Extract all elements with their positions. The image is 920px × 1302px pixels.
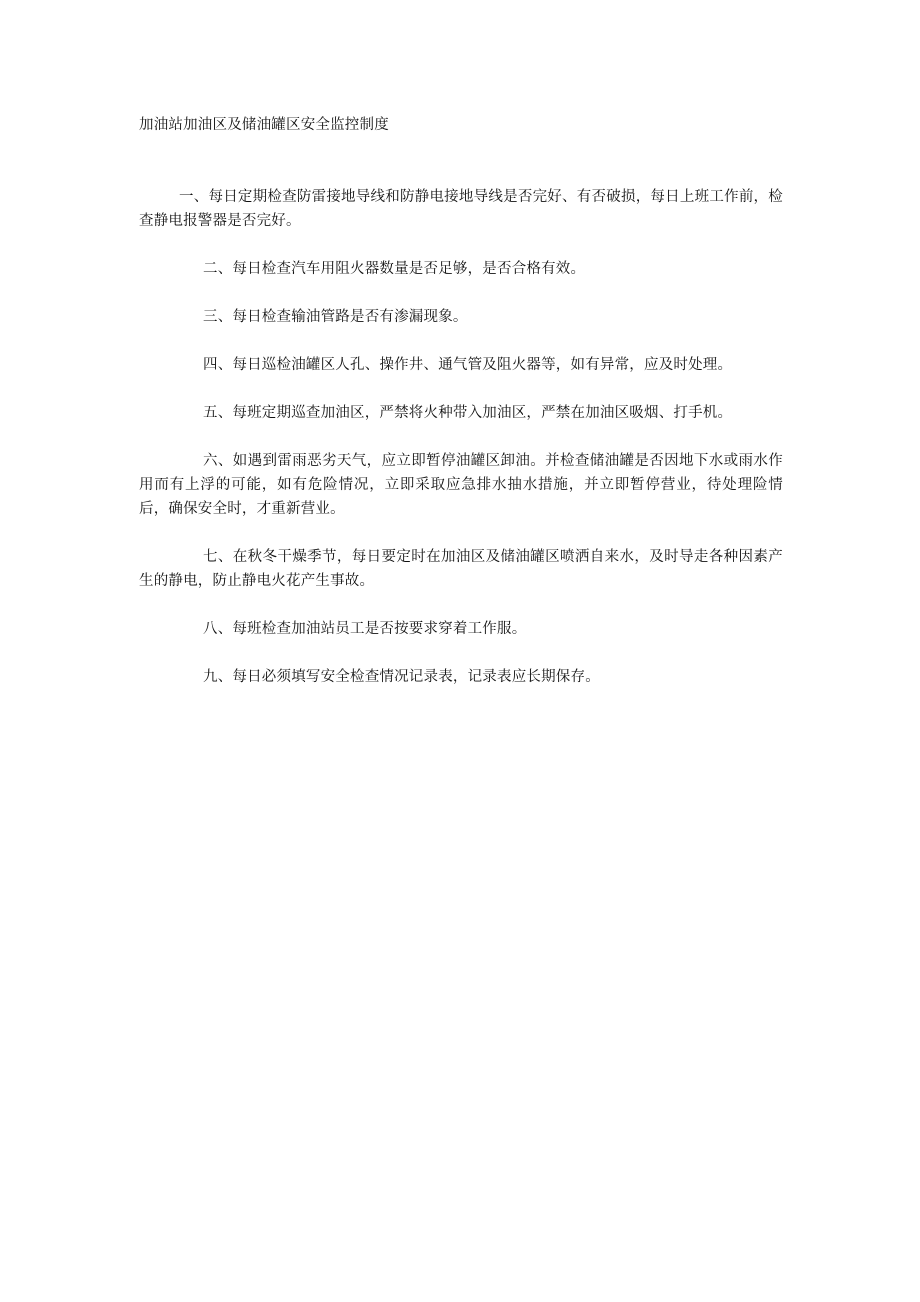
paragraph-8: 八、每班检查加油站员工是否按要求穿着工作服。 (203, 621, 527, 637)
paragraph-6: 六、如遇到雷雨恶劣天气，应立即暂停油罐区卸油。并检查储油罐是否因地下水或雨水作用而有上浮的可能，如有危险情况，立即采取应急排水抽水措施，并立即暂停营业，待处理险情后，确保安全时，才重新营业。 (139, 453, 783, 517)
paragraph-2: 二、每日检查汽车用阻火器数量是否足够，是否合格有效。 (203, 261, 586, 277)
document-title: 加油站加油区及储油罐区安全监控制度 (139, 117, 389, 133)
paragraph-3: 三、每日检查输油管路是否有渗漏现象。 (203, 309, 468, 325)
paragraph-1: 一、每日定期检查防雷接地导线和防静电接地导线是否完好、有否破损，每日上班工作前，检查静电报警器是否完好。 (139, 189, 783, 229)
paragraph-4: 四、每日巡检油罐区人孔、操作井、通气管及阻火器等，如有异常，应及时处理。 (203, 357, 733, 373)
paragraph-5: 五、每班定期巡查加油区，严禁将火种带入加油区，严禁在加油区吸烟、打手机。 (203, 405, 733, 421)
paragraph-7: 七、在秋冬干燥季节，每日要定时在加油区及储油罐区喷洒自来水，及时导走各种因素产生的静电，防止静电火花产生事故。 (139, 549, 783, 589)
paragraph-9: 九、每日必须填写安全检查情况记录表，记录表应长期保存。 (203, 669, 600, 685)
